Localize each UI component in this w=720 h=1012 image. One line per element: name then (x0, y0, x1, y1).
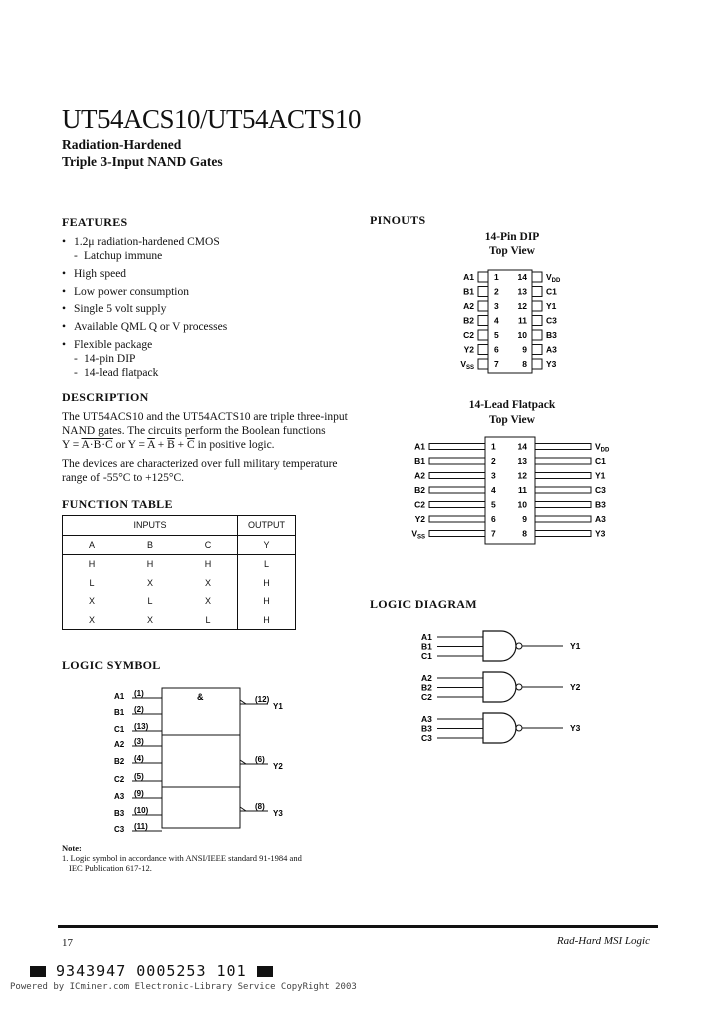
eq-term: A·B·C (81, 439, 113, 451)
flatpack-left-number: 6 (491, 514, 496, 524)
table-row (63, 555, 296, 574)
logic-diagram (405, 625, 615, 750)
feature-item (62, 236, 362, 263)
flatpack-view: Top View (489, 414, 535, 426)
dip-left-number: 4 (494, 315, 499, 326)
gate-output-label: Y3 (570, 723, 581, 733)
table-cell: X (146, 614, 153, 625)
dip-left-number: 5 (494, 330, 499, 340)
footer-tag: Rad-Hard MSI Logic (556, 935, 650, 947)
flatpack-lead (429, 516, 485, 522)
table-cell: X (146, 577, 153, 588)
table-cell: H (263, 596, 270, 607)
note-line: IEC Publication 617-12. (69, 863, 152, 873)
description-line: NAND gates. The circuits perform the Boolean functions (62, 425, 326, 437)
table-row (63, 611, 296, 630)
logic-diagram-heading: LOGIC DIAGRAM (370, 597, 477, 611)
input-pin-number: (3) (134, 737, 144, 746)
flatpack-right-number: 12 (517, 470, 527, 481)
flatpack-diagram (395, 432, 625, 547)
flatpack-left-number: 5 (491, 499, 496, 510)
input-label: B1 (114, 708, 125, 717)
flatpack-lead (535, 531, 591, 537)
inversion-bubble (516, 643, 522, 649)
dip-pin (532, 316, 542, 326)
gate-input-label: B1 (421, 641, 432, 652)
description-line: The UT54ACS10 and the UT54ACTS10 are triple three-input (62, 411, 348, 423)
feature-item (62, 303, 362, 316)
column-header: Y (263, 539, 270, 550)
flatpack-left-label: C2 (414, 499, 425, 510)
flatpack-lead (429, 473, 485, 479)
output-header: OUTPUT (238, 516, 296, 536)
eq-term: $\overline{C}$ (187, 439, 195, 451)
output-pin-number: (6) (255, 755, 265, 764)
note (62, 843, 302, 873)
dip-left-label: A2 (463, 301, 474, 311)
barcode-block (30, 966, 46, 977)
description-heading: DESCRIPTION (62, 390, 149, 404)
eq-text: in positive logic. (194, 439, 275, 451)
feature-item (62, 286, 362, 299)
dip-right-label: A3 (546, 344, 557, 355)
features-list (62, 236, 362, 385)
eq-text: Y = (62, 439, 82, 451)
flatpack-lead (429, 444, 485, 450)
dip-left-number: 7 (494, 359, 499, 369)
feature-sub-item (74, 250, 362, 263)
table-cell: X (179, 574, 238, 593)
flatpack-lead (535, 458, 591, 464)
dip-left-number: 6 (494, 344, 499, 355)
dip-right-number: 13 (517, 286, 527, 297)
inversion-bubble (516, 684, 522, 690)
table-cell: H (146, 559, 154, 570)
feature-sub-text: 14-lead flatpack (84, 366, 159, 379)
dip-pin (532, 330, 542, 340)
feature-text: Single 5 volt supply (74, 303, 167, 316)
gate-input-label: C3 (421, 733, 432, 743)
powered-by: Powered by ICminer.com Electronic-Library Service CopyRight 2003 (10, 982, 357, 992)
dip-pin (478, 301, 488, 311)
gate-input-label: A1 (421, 632, 432, 642)
flatpack-right-number: 9 (522, 514, 527, 524)
flatpack-right-label: C1 (595, 456, 606, 466)
dip-pin (478, 272, 488, 282)
input-pin-number: (5) (134, 772, 144, 781)
flatpack-left-number: 4 (491, 485, 496, 495)
dip-pin (478, 330, 488, 340)
flatpack-left-number: 2 (491, 456, 496, 466)
feature-item (62, 268, 362, 281)
dip-pin (532, 272, 542, 282)
table-cell: H (88, 559, 96, 570)
dip-left-label: A1 (463, 272, 474, 282)
flatpack-right-label: Y1 (595, 470, 606, 481)
description-line: range of -55°C to +125°C. (62, 472, 185, 484)
flatpack-lead (429, 531, 485, 537)
footer-rule (58, 925, 658, 928)
flatpack-lead (535, 444, 591, 450)
gate-input-label: B2 (421, 682, 432, 693)
input-pin-number: (2) (134, 705, 144, 714)
symbol-box (162, 688, 240, 828)
dip-right-number: 8 (522, 359, 527, 369)
dip-package-diagram (440, 262, 580, 377)
flatpack-left-label: Y2 (414, 514, 425, 524)
column-header: C (179, 535, 238, 555)
inputs-header: INPUTS (63, 516, 238, 536)
inversion-mark (240, 700, 246, 704)
feature-sub-text: 14-pin DIP (84, 352, 136, 365)
nand-gate (483, 672, 516, 702)
feature-sub-text: Latchup immune (84, 250, 163, 262)
flatpack-right-number: 11 (518, 485, 527, 495)
feature-sub-item (74, 367, 362, 380)
gate-input-label: C2 (421, 692, 432, 702)
input-label: B3 (114, 809, 125, 818)
dip-right-number: 11 (518, 315, 527, 326)
table-cell: L (179, 611, 238, 630)
flatpack-right-label: B3 (595, 499, 606, 510)
inversion-mark (240, 807, 246, 811)
table-cell: H (179, 555, 238, 574)
dip-right-label: $V_{DD}$ (546, 272, 561, 284)
feature-text: Available QML Q or V processes (74, 321, 228, 334)
feature-text: Low power consumption (74, 285, 189, 298)
flatpack-right-label: Y3 (595, 528, 606, 539)
input-label: C3 (114, 825, 125, 834)
dip-right-label: C3 (546, 315, 557, 326)
output-pin-number: (8) (255, 802, 265, 811)
dip-pin (532, 301, 542, 311)
column-header: B (146, 539, 153, 550)
output-label: Y1 (273, 702, 283, 711)
inversion-mark (240, 760, 246, 764)
flatpack-right-label: A3 (595, 514, 606, 524)
subtitle-line-2: Triple 3-Input NAND Gates (62, 154, 223, 169)
input-pin-number: (10) (134, 806, 149, 815)
logic-symbol-diagram (100, 680, 300, 840)
feature-item (62, 339, 362, 380)
flatpack-lead (429, 458, 485, 464)
eq-text: + (154, 439, 168, 451)
page-number: 17 (62, 937, 73, 949)
flatpack-lead (535, 502, 591, 508)
feature-sub-item (74, 353, 362, 366)
dip-left-label: C2 (463, 330, 474, 340)
input-label: C2 (114, 775, 125, 784)
input-label: A2 (114, 740, 125, 749)
barcode-line (30, 962, 273, 980)
function-table (62, 515, 296, 630)
feature-text: 1.2μ radiation-hardened CMOS (74, 236, 220, 248)
flatpack-left-number: 7 (491, 528, 496, 539)
dip-right-label: Y3 (546, 359, 557, 369)
table-cell: X (179, 592, 238, 611)
flatpack-left-label: B2 (414, 485, 425, 495)
dip-left-label: Y2 (463, 344, 474, 355)
dip-right-number: 10 (517, 330, 527, 340)
gate-input-label: C1 (421, 651, 432, 661)
column-header: A (88, 539, 95, 550)
flatpack-right-number: 8 (522, 528, 527, 539)
input-label: B2 (114, 757, 125, 766)
dip-right-number: 12 (517, 301, 527, 311)
gate-input-label: B3 (421, 723, 432, 734)
input-pin-number: (4) (134, 754, 144, 763)
flatpack-right-number: 13 (517, 456, 527, 466)
flatpack-lead (429, 487, 485, 493)
flatpack-left-number: 1 (491, 441, 496, 452)
gate-input-label: A2 (421, 673, 432, 683)
table-cell: X (88, 614, 95, 625)
description-body (62, 410, 382, 485)
nand-gate (483, 631, 516, 661)
gate-output-label: Y2 (570, 682, 581, 692)
feature-text: Flexible package (74, 338, 153, 351)
dip-pin (532, 287, 542, 297)
flatpack-right-number: 10 (517, 499, 527, 510)
note-line: 1. Logic symbol in accordance with ANSI/IEEE standard 91-1984 and (62, 853, 302, 863)
table-row (63, 574, 296, 593)
output-pin-number: (12) (255, 695, 270, 704)
dip-left-label: B1 (463, 286, 474, 297)
eq-text: or Y = (112, 439, 148, 451)
barcode-block (257, 966, 273, 977)
dip-right-number: 9 (522, 344, 527, 355)
gate-output-label: Y1 (570, 641, 581, 651)
flatpack-left-label: A1 (414, 441, 425, 452)
feature-item (62, 321, 362, 334)
dip-right-label: B3 (546, 330, 557, 340)
table-cell: L (147, 596, 153, 607)
dip-left-label: $V_{SS}$ (460, 359, 474, 371)
eq-term: $\overline{A}$ (147, 439, 155, 451)
table-cell: L (263, 559, 269, 570)
dip-left-label: B2 (463, 315, 474, 326)
description-equation (62, 438, 382, 452)
dip-pin (478, 345, 488, 355)
barcode-text: 9343947 0005253 101 (56, 962, 247, 980)
flatpack-lead (429, 502, 485, 508)
and-symbol: & (197, 692, 204, 702)
features-heading: FEATURES (62, 215, 128, 229)
flatpack-lead (535, 487, 591, 493)
logic-symbol-heading: LOGIC SYMBOL (62, 658, 161, 672)
table-cell: L (89, 577, 95, 588)
dip-view: Top View (489, 245, 535, 257)
flatpack-lead (535, 473, 591, 479)
nand-gate (483, 713, 516, 743)
flatpack-left-label: B1 (414, 456, 425, 466)
flatpack-left-label: A2 (414, 470, 425, 481)
dip-pin (532, 345, 542, 355)
input-label: A3 (114, 792, 125, 801)
dip-title: 14-Pin DIP (484, 231, 540, 243)
input-pin-number: (11) (134, 822, 148, 831)
output-label: Y3 (273, 809, 283, 818)
inversion-bubble (516, 725, 522, 731)
flatpack-left-label: $V_{SS}$ (411, 528, 425, 541)
flatpack-right-label: C3 (595, 485, 606, 495)
table-cell: H (263, 577, 270, 588)
input-label: C1 (114, 725, 125, 734)
eq-text: + (174, 439, 188, 451)
flatpack-right-number: 14 (517, 441, 527, 452)
dip-right-label: Y1 (546, 301, 557, 311)
dip-right-label: C1 (546, 286, 557, 297)
subtitle-line-1: Radiation-Hardened (62, 137, 182, 152)
table-cell: H (263, 614, 270, 625)
dip-right-number: 14 (517, 272, 527, 282)
eq-term: $\overline{B}$ (167, 439, 175, 451)
page-title: UT54ACS10/UT54ACTS10 (62, 104, 362, 134)
input-pin-number: (9) (134, 789, 144, 798)
dip-left-number: 2 (494, 286, 499, 297)
dip-pin (478, 316, 488, 326)
dip-pin (532, 359, 542, 369)
table-cell: X (88, 596, 95, 607)
table-row (63, 592, 296, 611)
input-pin-number: (1) (134, 689, 144, 698)
flatpack-left-number: 3 (491, 470, 496, 481)
function-table-heading: FUNCTION TABLE (62, 497, 173, 511)
flatpack-title: 14-Lead Flatpack (468, 399, 556, 411)
flatpack-right-label: $V_{DD}$ (595, 441, 610, 454)
dip-pin (478, 287, 488, 297)
dip-left-number: 1 (494, 272, 499, 282)
pinouts-heading: PINOUTS (370, 213, 426, 227)
feature-text: High speed (74, 267, 127, 280)
note-heading: Note: (62, 843, 82, 853)
dip-left-number: 3 (494, 301, 499, 311)
input-pin-number: (13) (134, 722, 149, 731)
description-line: The devices are characterized over full military temperature (62, 458, 338, 470)
dip-pin (478, 359, 488, 369)
gate-input-label: A3 (421, 714, 432, 724)
input-label: A1 (114, 692, 125, 701)
flatpack-lead (535, 516, 591, 522)
output-label: Y2 (273, 762, 283, 771)
